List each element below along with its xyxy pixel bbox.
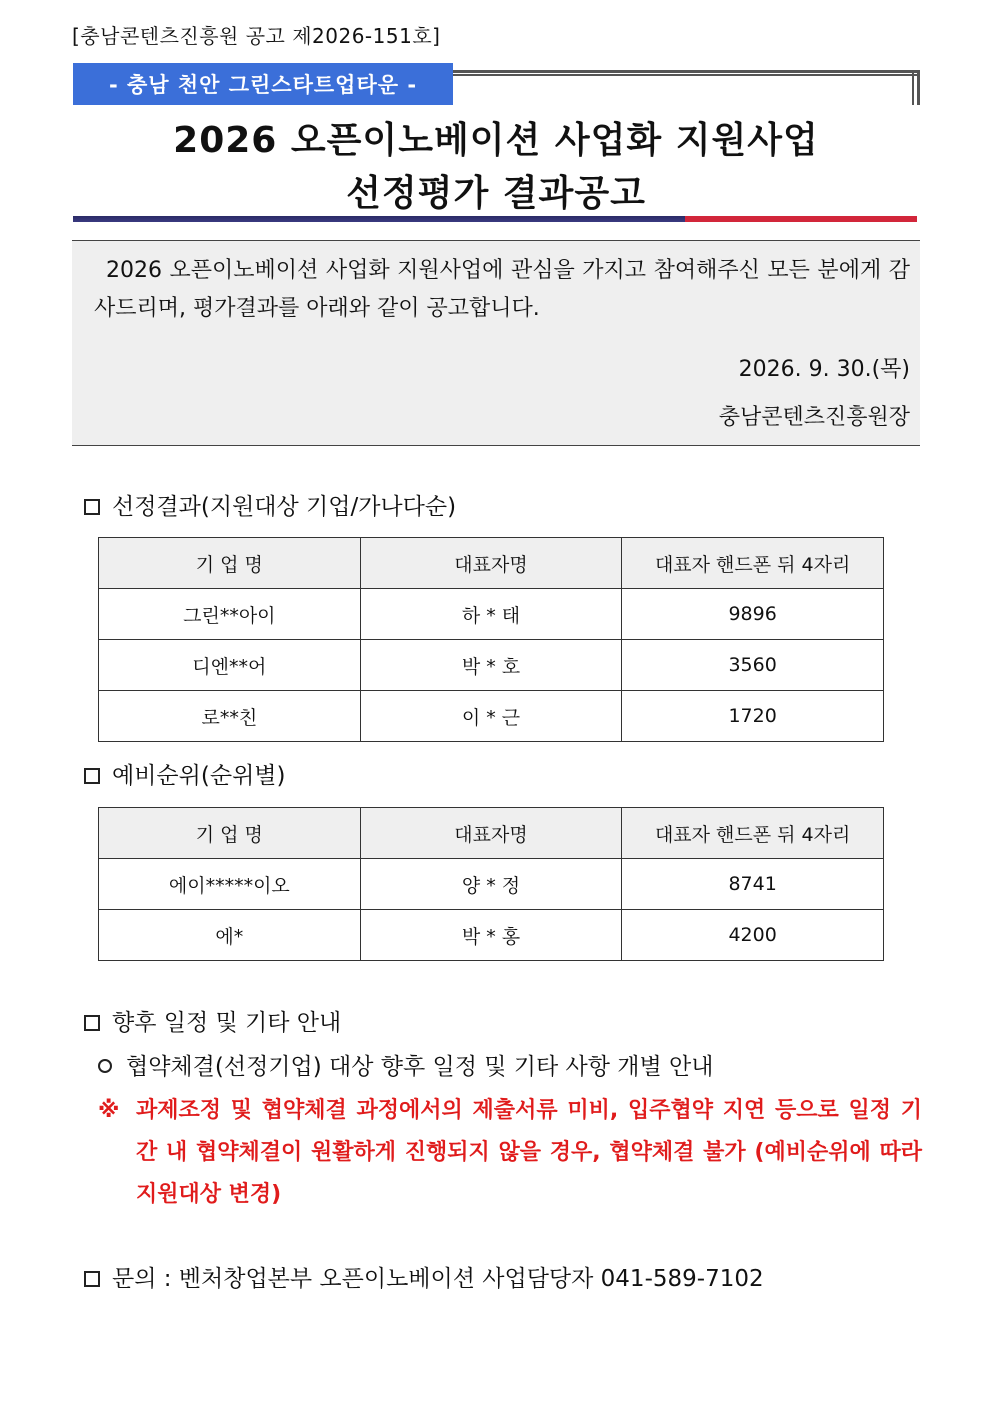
- header-phone: 대표자 핸드폰 뒤 4자리: [622, 808, 884, 859]
- cell-representative: 박 * 홍: [360, 910, 622, 961]
- warning-note: [98, 1090, 922, 1216]
- warning-note-text: 과제조정 및 협약체결 과정에서의 제출서류 미비, 입주협약 지연 등으로 일정 기간 내 협약체결이 원활하게 진행되지 않을 경우, 협약체결 불가 (예비순위에 따라 지원대상 변경): [136, 1098, 923, 1207]
- banner: - 충남 천안 그린스타트업타운 -: [73, 63, 453, 105]
- cell-company: 에*: [99, 910, 361, 961]
- checkbox-square-icon: [84, 1271, 100, 1287]
- cell-phone: 1720: [622, 691, 884, 742]
- cell-representative: 양 * 정: [360, 859, 622, 910]
- contact-text: 문의 : 벤처창업본부 오픈이노베이션 사업담당자 041-589-7102: [112, 1266, 764, 1292]
- header-phone: 대표자 핸드폰 뒤 4자리: [622, 538, 884, 589]
- section-reserve-title: 예비순위(순위별): [112, 763, 286, 789]
- schedule-bullet: [98, 1048, 713, 1081]
- reference-mark-icon: ※: [98, 1098, 120, 1123]
- title-line2: 선정평가 결과공고: [346, 173, 646, 214]
- table-row: [99, 910, 884, 961]
- cell-phone: 4200: [622, 910, 884, 961]
- cell-phone: 8741: [622, 859, 884, 910]
- table-row: [99, 589, 884, 640]
- checkbox-square-icon: [84, 499, 100, 515]
- checkbox-square-icon: [84, 768, 100, 784]
- cell-company: 에이*****이오: [99, 859, 361, 910]
- section-selected-title: 선정결과(지원대상 기업/가나다순): [112, 494, 457, 520]
- header-company: 기 업 명: [99, 808, 361, 859]
- cell-company: 로**친: [99, 691, 361, 742]
- cell-representative: 하 * 태: [360, 589, 622, 640]
- checkbox-square-icon: [84, 1015, 100, 1031]
- table-row: [99, 859, 884, 910]
- cell-company: 그린**아이: [99, 589, 361, 640]
- table-header-row: [99, 808, 884, 859]
- table-header-row: [99, 538, 884, 589]
- cell-representative: 박 * 호: [360, 640, 622, 691]
- reserve-table: [98, 807, 884, 961]
- cell-phone: 3560: [622, 640, 884, 691]
- section-selected-heading: [84, 488, 456, 521]
- header-representative: 대표자명: [360, 808, 622, 859]
- header-representative: 대표자명: [360, 538, 622, 589]
- table-row: [99, 640, 884, 691]
- title-underline-navy: [73, 216, 685, 222]
- contact-line: [84, 1260, 764, 1293]
- section-schedule-heading: [84, 1004, 341, 1037]
- intro-org: 충남콘텐츠진흥원장: [718, 405, 910, 430]
- circle-bullet-icon: [98, 1059, 112, 1073]
- intro-text: 2026 오픈이노베이션 사업화 지원사업에 관심을 가지고 참여해주신 모든 분에게 감사드리며, 평가결과를 아래와 같이 공고합니다.: [94, 258, 910, 321]
- selected-table: [98, 537, 884, 742]
- title-line1: 2026 오픈이노베이션 사업화 지원사업: [173, 120, 819, 161]
- table-row: [99, 691, 884, 742]
- section-reserve-heading: [84, 757, 285, 790]
- cell-representative: 이 * 근: [360, 691, 622, 742]
- cell-company: 디엔**어: [99, 640, 361, 691]
- title-frame-line: [453, 70, 919, 76]
- notice-number: [충남콘텐츠진흥원 공고 제2026-151호]: [72, 24, 441, 48]
- title-frame-corner: [912, 70, 920, 105]
- schedule-bullet-text: 협약체결(선정기업) 대상 향후 일정 및 기타 사항 개별 안내: [126, 1054, 714, 1080]
- section-schedule-title: 향후 일정 및 기타 안내: [112, 1010, 342, 1036]
- intro-date: 2026. 9. 30.(목): [738, 357, 910, 382]
- title-underline-red: [685, 216, 917, 222]
- cell-phone: 9896: [622, 589, 884, 640]
- header-company: 기 업 명: [99, 538, 361, 589]
